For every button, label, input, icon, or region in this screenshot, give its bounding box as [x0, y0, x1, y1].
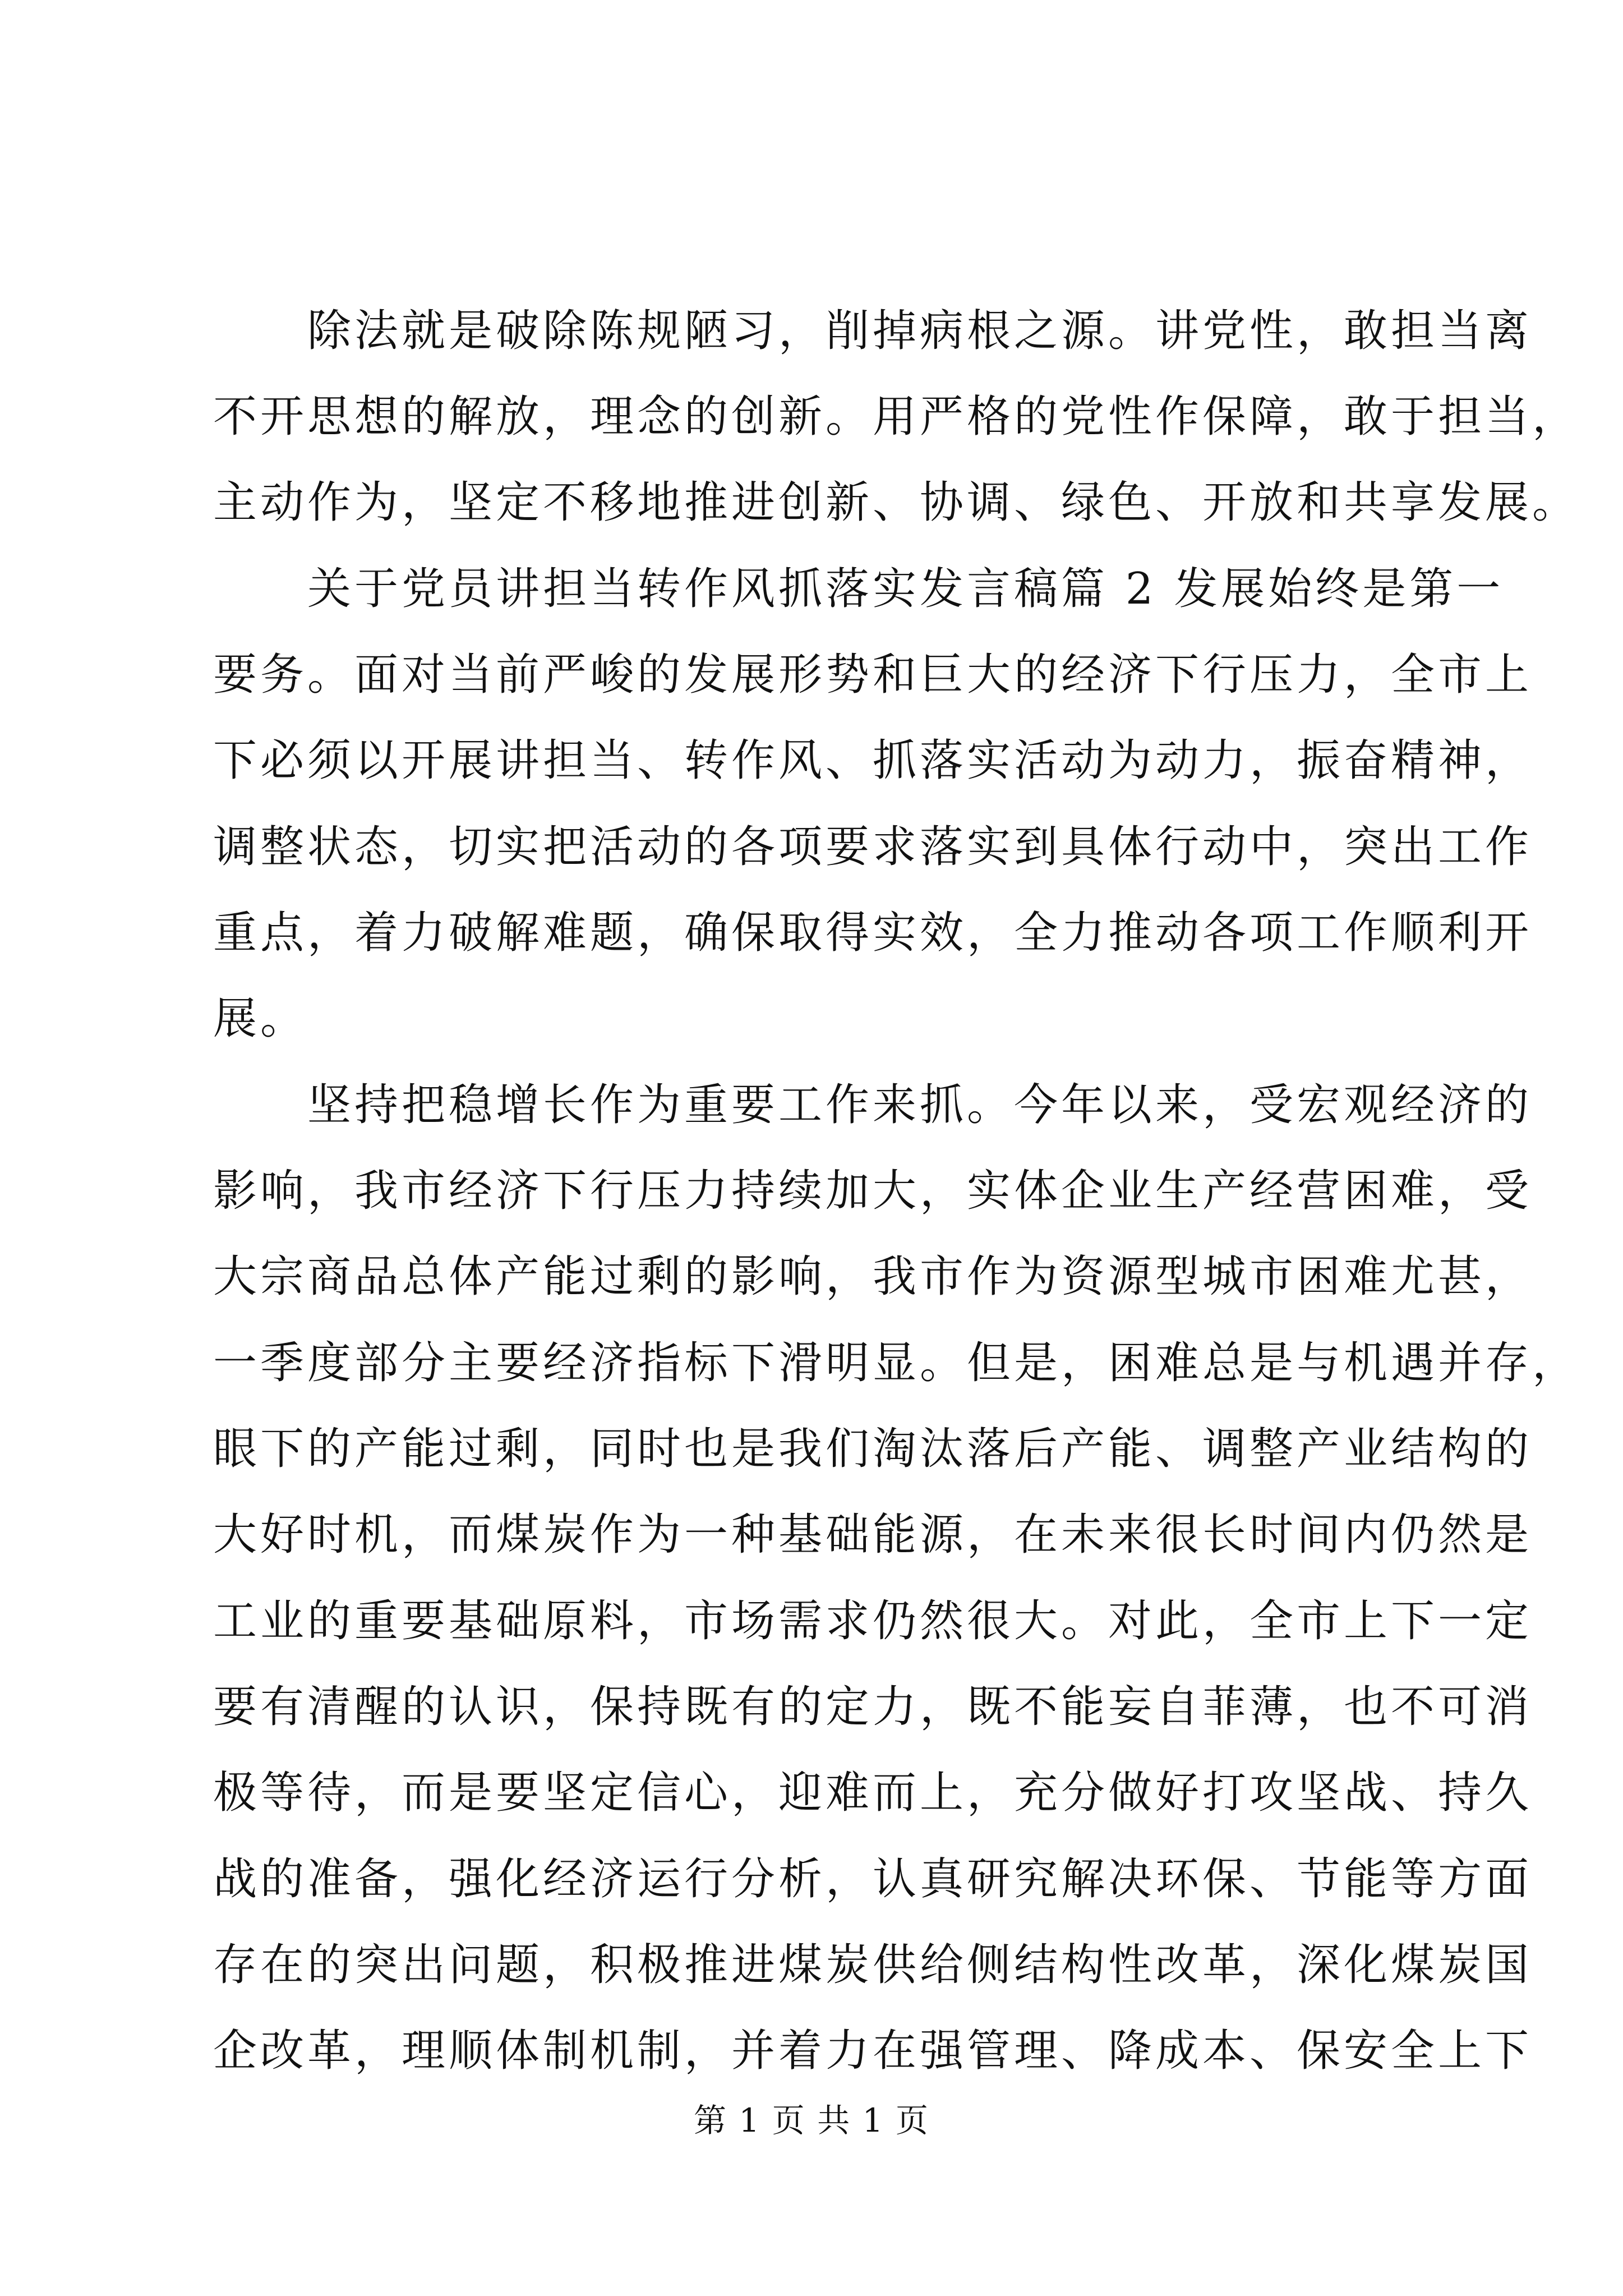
- text-line: 企改革，理顺体制机制，并着力在强管理、降成本、保安全上下: [213, 2026, 1533, 2076]
- page-footer: 第 1 页 共 1 页: [694, 2101, 929, 2139]
- text-line: 影响，我市经济下行压力持续加大，实体企业生产经营困难，受: [213, 1166, 1533, 1216]
- text-line: 坚持把稳增长作为重要工作来抓。今年以来，受宏观经济的: [213, 1080, 1533, 1130]
- text-line: 战的准备，强化经济运行分析，认真研究解决环保、节能等方面: [213, 1854, 1533, 1904]
- text-line: 除法就是破除陈规陋习，削掉病根之源。讲党性，敢担当离: [213, 306, 1533, 356]
- text-line: 调整状态，切实把活动的各项要求落实到具体行动中，突出工作: [213, 822, 1533, 872]
- text-line: 大好时机，而煤炭作为一种基础能源，在未来很长时间内仍然是: [213, 1510, 1533, 1560]
- text-line: 一季度部分主要经济指标下滑明显。但是，困难总是与机遇并存，: [213, 1338, 1580, 1388]
- text-line: 不开思想的解放，理念的创新。用严格的党性作保障，敢于担当，: [213, 392, 1580, 442]
- text-line: 存在的突出问题，积极推进煤炭供给侧结构性改革，深化煤炭国: [213, 1940, 1533, 1990]
- text-line: 工业的重要基础原料，市场需求仍然很大。对此，全市上下一定: [213, 1596, 1533, 1646]
- text-line: 极等待，而是要坚定信心，迎难而上，充分做好打攻坚战、持久: [213, 1768, 1533, 1818]
- text-line: 眼下的产能过剩，同时也是我们淘汰落后产能、调整产业结构的: [213, 1424, 1533, 1474]
- text-line: 大宗商品总体产能过剩的影响，我市作为资源型城市困难尤甚，: [213, 1251, 1533, 1302]
- text-line: 关于党员讲担当转作风抓落实发言稿篇 2 发展始终是第一: [213, 564, 1504, 614]
- text-line: 重点，着力破解难题，确保取得实效，全力推动各项工作顺利开: [213, 908, 1533, 958]
- text-line: 下必须以开展讲担当、转作风、抓落实活动为动力，振奋精神，: [213, 735, 1533, 786]
- text-line: 展。: [213, 993, 308, 1044]
- text-line: 主动作为，坚定不移地推进创新、协调、绿色、开放和共享发展。: [213, 477, 1580, 528]
- text-line: 要有清醒的认识，保持既有的定力，既不能妄自菲薄，也不可消: [213, 1682, 1533, 1732]
- text-line: 要务。面对当前严峻的发展形势和巨大的经济下行压力，全市上: [213, 650, 1533, 700]
